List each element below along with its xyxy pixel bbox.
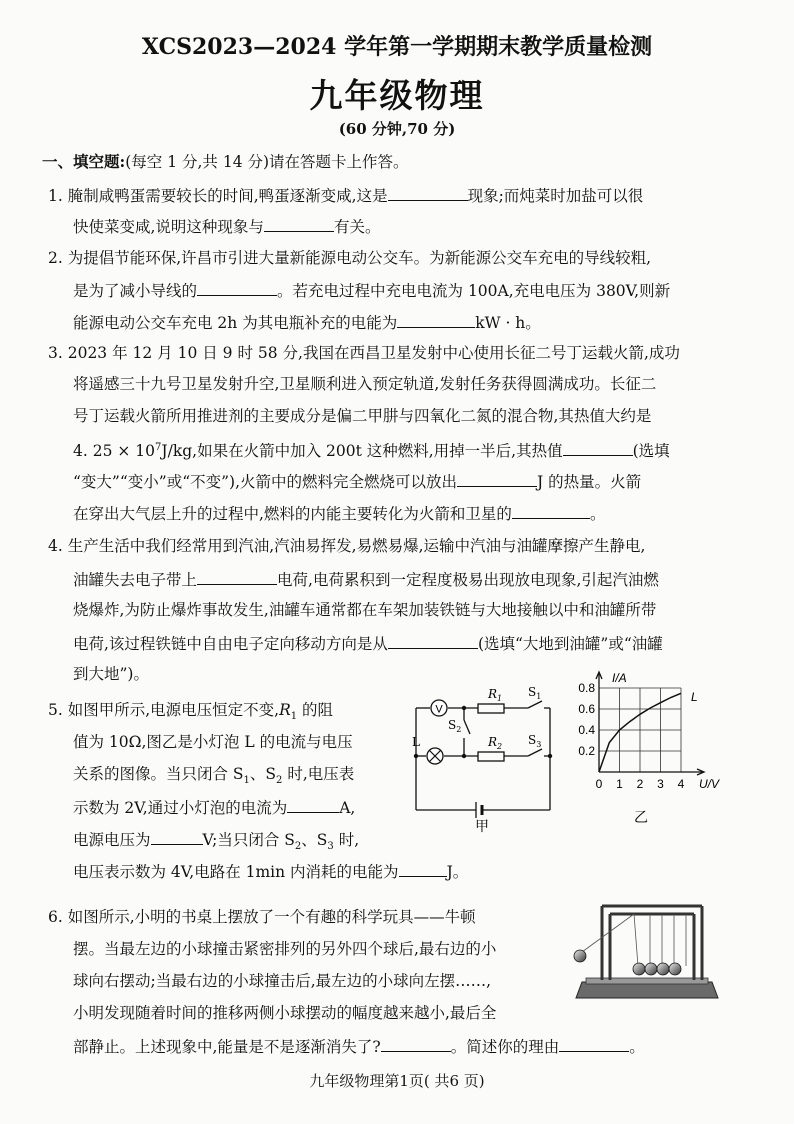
q1-text: 1. 腌制咸鸭蛋需要较长的时间,鸭蛋逐渐变咸,这是 — [48, 187, 388, 205]
subscript: 1 — [290, 711, 298, 723]
x-tick-label: 4 — [677, 777, 685, 791]
q3-line-2: 将遥感三十九号卫星发射升空,卫星顺利进入预定轨道,发射任务获得圆满成功。长征二 — [73, 375, 657, 393]
answer-blank[interactable] — [563, 439, 633, 456]
answer-blank[interactable] — [559, 1035, 629, 1052]
newtons-cradle-image — [572, 896, 722, 1006]
q5-text: 时,电压表 — [282, 765, 355, 783]
r2-label: $R_2$ — [488, 735, 503, 751]
exam-time-score: (60 分钟,70 分) — [338, 120, 456, 138]
q4-line-5: 到大地”)。 — [73, 665, 149, 683]
y-tick-label: 0.2 — [578, 744, 595, 758]
q5-line-2: 值为 10Ω,图乙是小灯泡 L 的电流与电压 — [73, 733, 353, 751]
q5-text: 示数为 2V,通过小灯泡的电流为 — [73, 799, 288, 817]
q3-text: “变大”“变小”或“不变”),火箭中的燃料完全燃烧可以放出 — [73, 473, 458, 491]
answer-blank[interactable] — [388, 632, 478, 649]
q5-text: 的阻 — [297, 701, 334, 719]
q5-line-1 — [48, 700, 333, 722]
y-tick-label: 0.4 — [578, 723, 595, 737]
answer-blank[interactable] — [197, 279, 277, 296]
q3-text: 。 — [589, 505, 606, 523]
q6-text: 。简述你的理由 — [450, 1038, 560, 1056]
s2-label: $S_2$ — [448, 718, 462, 734]
subject-title: 九年级物理 — [309, 76, 485, 115]
answer-blank[interactable] — [264, 215, 334, 232]
answer-blank[interactable] — [151, 828, 203, 845]
lamp-label: L — [412, 735, 420, 749]
q3-line-4 — [73, 438, 670, 460]
q4-text: 油罐失去电子带上 — [73, 571, 198, 589]
q4-line-2 — [73, 568, 659, 590]
exponent: 7 — [155, 442, 162, 453]
x-tick-label: 1 — [616, 777, 623, 791]
subscript: 1 — [243, 775, 250, 787]
q5-text: A, — [339, 799, 356, 817]
q4-line-1: 4. 生产生活中我们经常用到汽油,汽油易挥发,易燃易爆,运输中汽油与油罐摩擦产生静电, — [48, 537, 646, 555]
x-tick-label: 3 — [657, 777, 664, 791]
answer-blank[interactable] — [399, 860, 447, 877]
q1-text: 现象;而炖菜时加盐可以很 — [467, 187, 644, 205]
s3-label: $S_3$ — [528, 733, 542, 749]
x-tick-label: 0 — [595, 777, 603, 791]
circuit-caption: 甲 — [475, 819, 489, 834]
q6-line-5 — [73, 1035, 645, 1057]
page-footer: 九年级物理第1页( 共6 页) — [309, 1072, 485, 1090]
q5-line-3 — [73, 764, 354, 786]
q4-text: (选填“大地到油罐”或“油罐 — [477, 635, 663, 653]
q6-line-4: 小明发现随着时间的推移两侧小球摆动的幅度越来越小,最后全 — [73, 1004, 497, 1022]
q4-line-4 — [73, 632, 663, 654]
q5-text: 电源电压为 — [73, 831, 151, 849]
subscript: 2 — [294, 841, 302, 853]
exam-header-title: XCS2023—2024 学年第一学期期末教学质量检测 — [141, 34, 653, 60]
q5-text: 5. 如图甲所示,电源电压恒定不变, — [48, 701, 280, 719]
section-title: 一、填空题: — [42, 152, 126, 171]
q5-text: J。 — [446, 863, 469, 881]
y-axis-label: I/A — [612, 671, 627, 685]
q5-text: V;当只闭合 S — [202, 831, 295, 849]
answer-blank[interactable] — [388, 184, 468, 201]
q5-line-4 — [73, 796, 355, 818]
answer-blank[interactable] — [512, 502, 590, 519]
q5-text: 、S — [301, 831, 328, 849]
q2-line-3 — [73, 311, 541, 333]
q2-text: kW · h。 — [475, 314, 541, 332]
section-heading — [42, 152, 409, 174]
q2-text: 是为了减小导线的 — [73, 282, 198, 300]
iu-graph — [572, 664, 732, 836]
q2-text: 能源电动公交车充电 2h 为其电瓶补充的电能为 — [73, 314, 398, 332]
q5-text: 、S — [249, 765, 277, 783]
q2-text: 。若充电过程中充电电流为 100A,充电电压为 380V,则新 — [277, 282, 671, 300]
q3-line-6 — [73, 502, 605, 524]
s1-label: $S_1$ — [528, 685, 542, 701]
q3-text: 4. 25 × 10 — [73, 442, 156, 461]
section-note: (每空 1 分,共 14 分)请在答题卡上作答。 — [125, 153, 409, 171]
y-tick-label: 0.8 — [578, 681, 595, 695]
r1-symbol: R — [279, 701, 291, 719]
q6-line-3: 球向右摆动;当最右边的小球撞击后,最左边的小球向左摆……, — [73, 972, 492, 990]
answer-blank[interactable] — [197, 568, 277, 585]
q3-text: 在穿出大气层上升的过程中,燃料的内能主要转化为火箭和卫星的 — [73, 505, 512, 523]
answer-blank[interactable] — [457, 470, 537, 487]
q2-line-2 — [73, 279, 670, 301]
y-tick-label: 0.6 — [578, 702, 595, 716]
r1-label: $R_1$ — [488, 687, 503, 703]
subscript: 3 — [327, 841, 334, 853]
x-tick-label: 2 — [636, 777, 644, 791]
answer-blank[interactable] — [381, 1035, 451, 1052]
q1-line-1 — [48, 184, 643, 206]
q1-line-2 — [73, 215, 380, 237]
q1-text: 有关。 — [333, 218, 381, 236]
q5-text: 电压表示数为 4V,电路在 1min 内消耗的电能为 — [73, 863, 399, 881]
q3-line-1: 3. 2023 年 12 月 10 日 9 时 58 分,我国在西昌卫星发射中心使用长征二号丁运载火箭,成功 — [48, 344, 680, 362]
q3-text: J/kg,如果在火箭中加入 200t 这种燃料,用掉一半后,其热值 — [161, 442, 563, 461]
graph-caption: 乙 — [634, 810, 648, 826]
q3-text: J 的热量。火箭 — [537, 473, 642, 491]
q6-text: 。 — [629, 1038, 645, 1056]
answer-blank[interactable] — [397, 311, 475, 328]
q5-text: 时, — [333, 831, 360, 849]
q4-text: 电荷,电荷累积到一定程度极易出现放电现象,引起汽油燃 — [277, 571, 659, 589]
curve-label: L — [691, 690, 698, 704]
q3-line-3: 号丁运载火箭所用推进剂的主要成分是偏二甲肼与四氧化二氮的混合物,其热值大约是 — [73, 407, 652, 425]
q3-text: (选填 — [632, 442, 670, 461]
q6-line-1: 6. 如图所示,小明的书桌上摆放了一个有趣的科学玩具——牛顿 — [48, 908, 476, 926]
q1-text: 快使菜变咸,说明这种现象与 — [73, 218, 264, 236]
voltmeter-label: V — [435, 703, 443, 716]
circuit-diagram — [404, 684, 564, 834]
q3-line-5 — [73, 470, 641, 492]
q5-line-5 — [73, 828, 360, 853]
q5-text: 关系的图像。当只闭合 S — [73, 765, 244, 783]
subscript: 2 — [276, 775, 283, 787]
q4-line-3: 烧爆炸,为防止爆炸事故发生,油罐车通常都在车架加装铁链与大地接触以中和油罐所带 — [73, 601, 657, 619]
answer-blank[interactable] — [287, 796, 339, 813]
q6-line-2: 摆。当最左边的小球撞击紧密排列的另外四个球后,最右边的小 — [73, 940, 497, 958]
q2-line-1: 2. 为提倡节能环保,许昌市引进大量新能源电动公交车。为新能源公交车充电的导线较粗, — [48, 249, 652, 267]
q4-text: 电荷,该过程铁链中自由电子定向移动方向是从 — [73, 635, 388, 653]
q5-line-6 — [73, 860, 468, 882]
q6-text: 部静止。上述现象中,能量是不是逐渐消失了? — [73, 1038, 381, 1056]
x-axis-label: U/V — [699, 777, 720, 791]
